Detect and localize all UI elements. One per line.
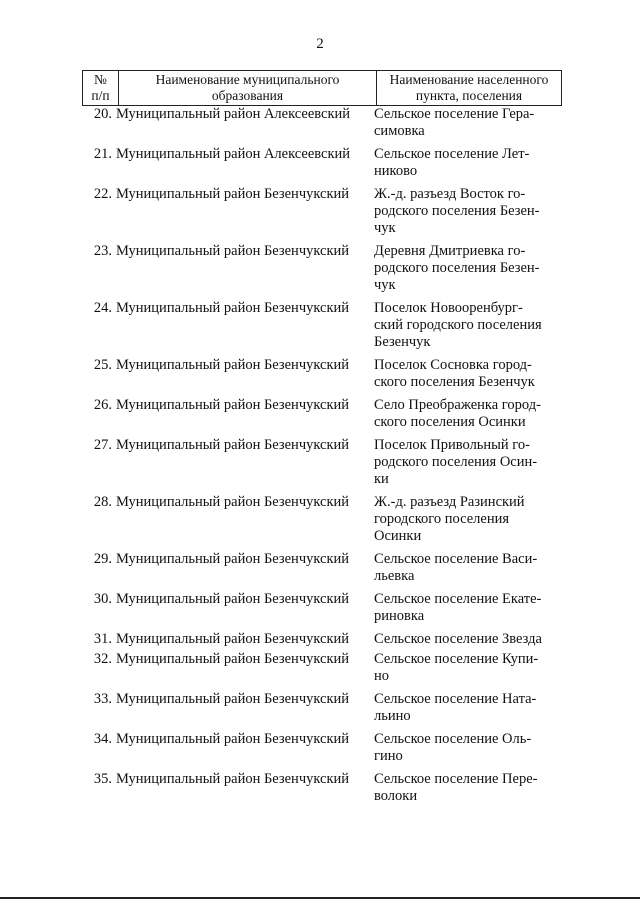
- row-number: 23.: [93, 243, 112, 259]
- municipality-name: Муниципальный район Безенчукский: [116, 591, 350, 607]
- municipality-name: Муниципальный район Безенчукский: [116, 357, 350, 373]
- row-number: 33.: [93, 691, 112, 707]
- municipality-name: Муниципальный район Безенчукский: [116, 631, 350, 647]
- header-municipality: Наименование муниципального образования: [119, 71, 377, 105]
- row-number: 20.: [93, 106, 112, 122]
- row-number: 34.: [93, 731, 112, 747]
- settlement-name: Поселок Сосновка город- ского поселения Безенчук: [374, 357, 535, 390]
- municipality-name: Муниципальный район Алексеевский: [116, 106, 351, 122]
- municipality-name: Муниципальный район Безенчукский: [116, 651, 350, 667]
- settlement-name: Деревня Дмитриевка го- родского поселения Безен- чук: [374, 243, 540, 293]
- settlement-name: Сельское поселение Оль- гино: [374, 731, 532, 764]
- row-number: 26.: [93, 397, 112, 413]
- table-row: [0, 771, 640, 805]
- settlement-name: Сельское поселение Лет- никово: [374, 146, 530, 179]
- table-body: [0, 106, 640, 805]
- row-number: 30.: [93, 591, 112, 607]
- municipality-name: Муниципальный район Безенчукский: [116, 186, 350, 202]
- municipality-name: Муниципальный район Безенчукский: [116, 300, 350, 316]
- row-number: 24.: [93, 300, 112, 316]
- municipality-name: Муниципальный район Безенчукский: [116, 397, 350, 413]
- table-row: [0, 397, 640, 431]
- row-number: 22.: [93, 186, 112, 202]
- table-row: [0, 243, 640, 294]
- municipality-name: Муниципальный район Безенчукский: [116, 731, 350, 747]
- header-settlement: Наименование населенного пункта, поселения: [389, 72, 549, 103]
- table-header: [82, 70, 562, 106]
- table-row: [0, 186, 640, 237]
- settlement-name: Сельское поселение Купи- но: [374, 651, 539, 684]
- settlement-name: Сельское поселение Екате- риновка: [374, 591, 542, 624]
- row-number: 21.: [93, 146, 112, 162]
- settlement-name: Сельское поселение Ната- льино: [374, 691, 537, 724]
- table-row: [0, 300, 640, 351]
- table-row: [0, 106, 640, 140]
- settlement-name: Сельское поселение Гера- симовка: [374, 106, 535, 139]
- page-number: 2: [316, 36, 324, 52]
- row-number: 28.: [93, 494, 112, 510]
- row-number: 31.: [93, 631, 112, 647]
- row-number: 27.: [93, 437, 112, 453]
- settlement-name: Поселок Новооренбург- ский городского поселения Безенчук: [374, 300, 542, 350]
- municipality-name: Муниципальный район Безенчукский: [116, 243, 350, 259]
- municipality-name: Муниципальный район Безенчукский: [116, 771, 350, 787]
- table-row: [0, 591, 640, 625]
- table-row: [0, 437, 640, 488]
- table-row: [0, 551, 640, 585]
- table-row: [0, 631, 640, 648]
- table-row: [0, 146, 640, 180]
- settlement-name: Сельское поселение Звезда: [374, 631, 542, 647]
- settlement-name: Сельское поселение Пере- волоки: [374, 771, 538, 804]
- row-number: 29.: [93, 551, 112, 567]
- settlement-name: Ж.-д. разъезд Восток го- родского поселения Безен- чук: [374, 186, 540, 236]
- row-number: 32.: [93, 651, 112, 667]
- settlement-name: Поселок Привольный го- родского поселения Осин- ки: [374, 437, 538, 487]
- municipality-name: Муниципальный район Безенчукский: [116, 551, 350, 567]
- table-row: [0, 494, 640, 545]
- municipality-name: Муниципальный район Безенчукский: [116, 494, 350, 510]
- municipality-name: Муниципальный район Алексеевский: [116, 146, 351, 162]
- table-row: [0, 357, 640, 391]
- table-row: [0, 731, 640, 765]
- header-number: № п/п: [83, 71, 119, 105]
- settlement-name: Сельское поселение Васи- льевка: [374, 551, 538, 584]
- municipality-name: Муниципальный район Безенчукский: [116, 437, 350, 453]
- row-number: 35.: [93, 771, 112, 787]
- settlement-name: Село Преображенка город- ского поселения Осинки: [374, 397, 541, 430]
- row-number: 25.: [93, 357, 112, 373]
- settlement-name: Ж.-д. разъезд Разинский городского поселения Осинки: [374, 494, 525, 544]
- table-row: [0, 691, 640, 725]
- table-row: [0, 651, 640, 685]
- municipality-name: Муниципальный район Безенчукский: [116, 691, 350, 707]
